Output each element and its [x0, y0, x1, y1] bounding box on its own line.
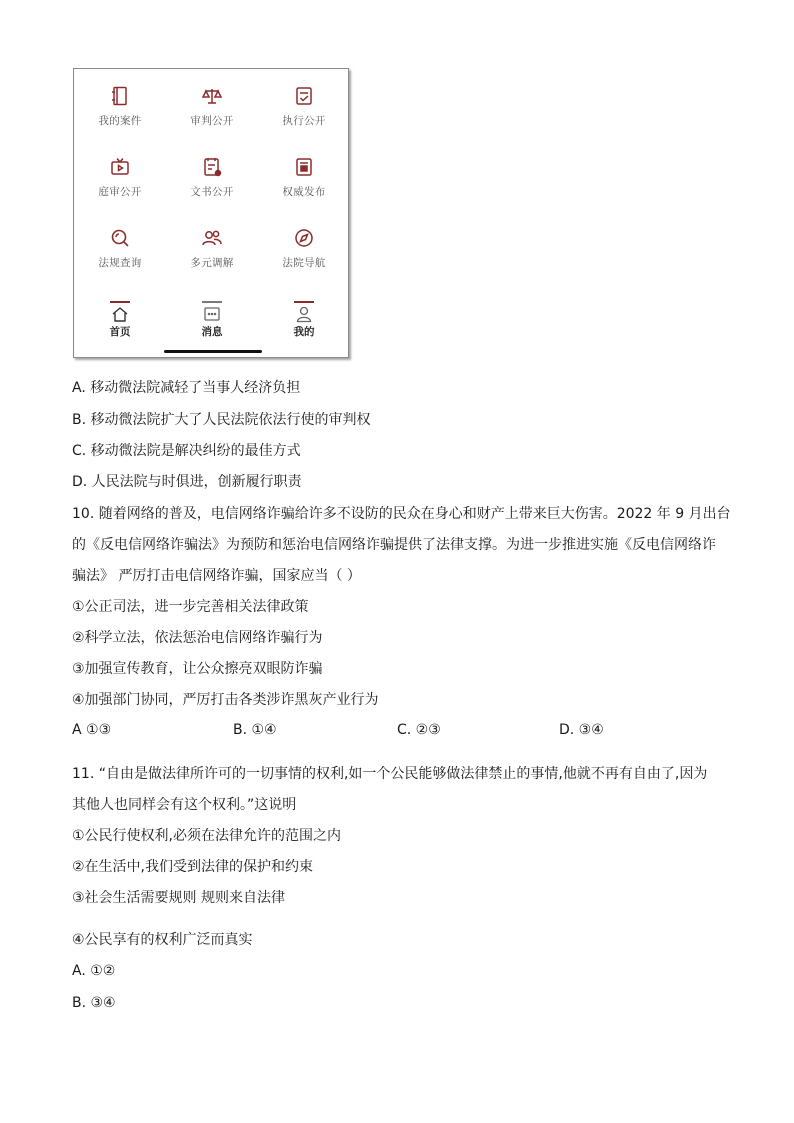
service-grid	[74, 85, 350, 298]
q11-statement: ①公民行使权利,必须在法律允许的范围之内	[72, 828, 341, 844]
tile-court-navigation[interactable]	[258, 227, 350, 298]
q10-statement: ③加强宣传教育，让公众擦亮双眼防诈骗	[72, 661, 323, 677]
q11-statement: ③社会生活需要规则 规则来自法律	[72, 890, 286, 906]
q11-option-b: B. ③④	[72, 995, 116, 1011]
tile-label: 多元调解	[190, 257, 234, 269]
announcement-icon	[293, 156, 315, 178]
q10-option-b: B. ①④	[233, 722, 277, 738]
search-icon	[109, 227, 131, 249]
q9-option-a: A. 移动微法院减轻了当事人经济负担	[72, 380, 301, 396]
tile-label: 文书公开	[190, 186, 234, 198]
q10-options	[72, 722, 692, 742]
tile-my-cases[interactable]	[74, 85, 166, 156]
tile-hearing-open[interactable]	[74, 156, 166, 227]
tile-mediation[interactable]	[166, 227, 258, 298]
tile-label: 庭审公开	[98, 186, 142, 198]
tv-play-icon	[109, 156, 131, 178]
tile-documents-open[interactable]	[166, 156, 258, 227]
users-icon	[201, 227, 223, 249]
q10-option-c: C. ②③	[397, 722, 441, 738]
tile-execution-open[interactable]	[258, 85, 350, 156]
q11-statement: ④公民享有的权利广泛而真实	[72, 932, 253, 948]
tile-label: 审判公开	[190, 115, 234, 127]
q10-stem-line: 10. 随着网络的普及，电信网络诈骗给许多不设防的民众在身心和财产上带来巨大伤害。2022 年 9 月出台	[72, 506, 731, 522]
q10-statement: ①公正司法，进一步完善相关法律政策	[72, 599, 309, 615]
document-edit-icon	[201, 156, 223, 178]
q11-option-a: A. ①②	[72, 963, 116, 979]
tile-label: 我的案件	[98, 115, 142, 127]
compass-icon	[293, 227, 315, 249]
q10-stem-line: 骗法》 严厉打击电信网络诈骗，国家应当（ ）	[72, 568, 361, 584]
tab-home[interactable]	[74, 301, 166, 345]
scales-icon	[201, 85, 223, 107]
home-indicator	[164, 350, 262, 353]
tab-indicator	[110, 301, 130, 303]
q11-stem-line: 11. “自由是做法律所许可的一切事情的权利,如一个公民能够做法律禁止的事情,他就不再有自由了,因为	[72, 766, 708, 782]
q11-statement: ②在生活中,我们受到法律的保护和约束	[72, 859, 313, 875]
mobile-court-app-screenshot	[73, 68, 349, 358]
q10-option-d: D. ③④	[559, 722, 604, 738]
notebook-icon	[109, 85, 131, 107]
tile-label: 法规查询	[98, 257, 142, 269]
q10-statement: ②科学立法，依法惩治电信网络诈骗行为	[72, 630, 323, 646]
q9-option-c: C. 移动微法院是解决纠纷的最佳方式	[72, 443, 301, 459]
tab-label: 首页	[109, 326, 131, 338]
checklist-icon	[293, 85, 315, 107]
q10-stem-line: 的《反电信网络诈骗法》为预防和惩治电信网络诈骗提供了法律支撑。为进一步推进实施《反电信网络诈	[72, 537, 716, 553]
q10-statement: ④加强部门协同，严厉打击各类涉诈黑灰产业行为	[72, 692, 379, 708]
tile-label: 权威发布	[282, 186, 326, 198]
user-icon	[295, 305, 313, 323]
home-icon	[111, 305, 129, 323]
tab-indicator	[202, 301, 222, 303]
q10-option-a: A ①③	[72, 722, 112, 738]
q11-stem-line: 其他人也同样会有这个权利。”这说明	[72, 797, 297, 813]
tile-regulation-search[interactable]	[74, 227, 166, 298]
q9-option-b: B. 移动微法院扩大了人民法院依法行使的审判权	[72, 412, 371, 428]
tile-authoritative-release[interactable]	[258, 156, 350, 227]
tab-label: 我的	[293, 326, 315, 338]
tile-trial-open[interactable]	[166, 85, 258, 156]
tab-messages[interactable]	[166, 301, 258, 345]
tab-indicator	[294, 301, 314, 303]
message-icon	[203, 305, 221, 323]
tile-label: 执行公开	[282, 115, 326, 127]
tile-label: 法院导航	[282, 257, 326, 269]
tab-mine[interactable]	[258, 301, 350, 345]
bottom-tab-bar	[74, 301, 350, 345]
tab-label: 消息	[201, 326, 223, 338]
q9-option-d: D. 人民法院与时俱进，创新履行职责	[72, 474, 302, 490]
